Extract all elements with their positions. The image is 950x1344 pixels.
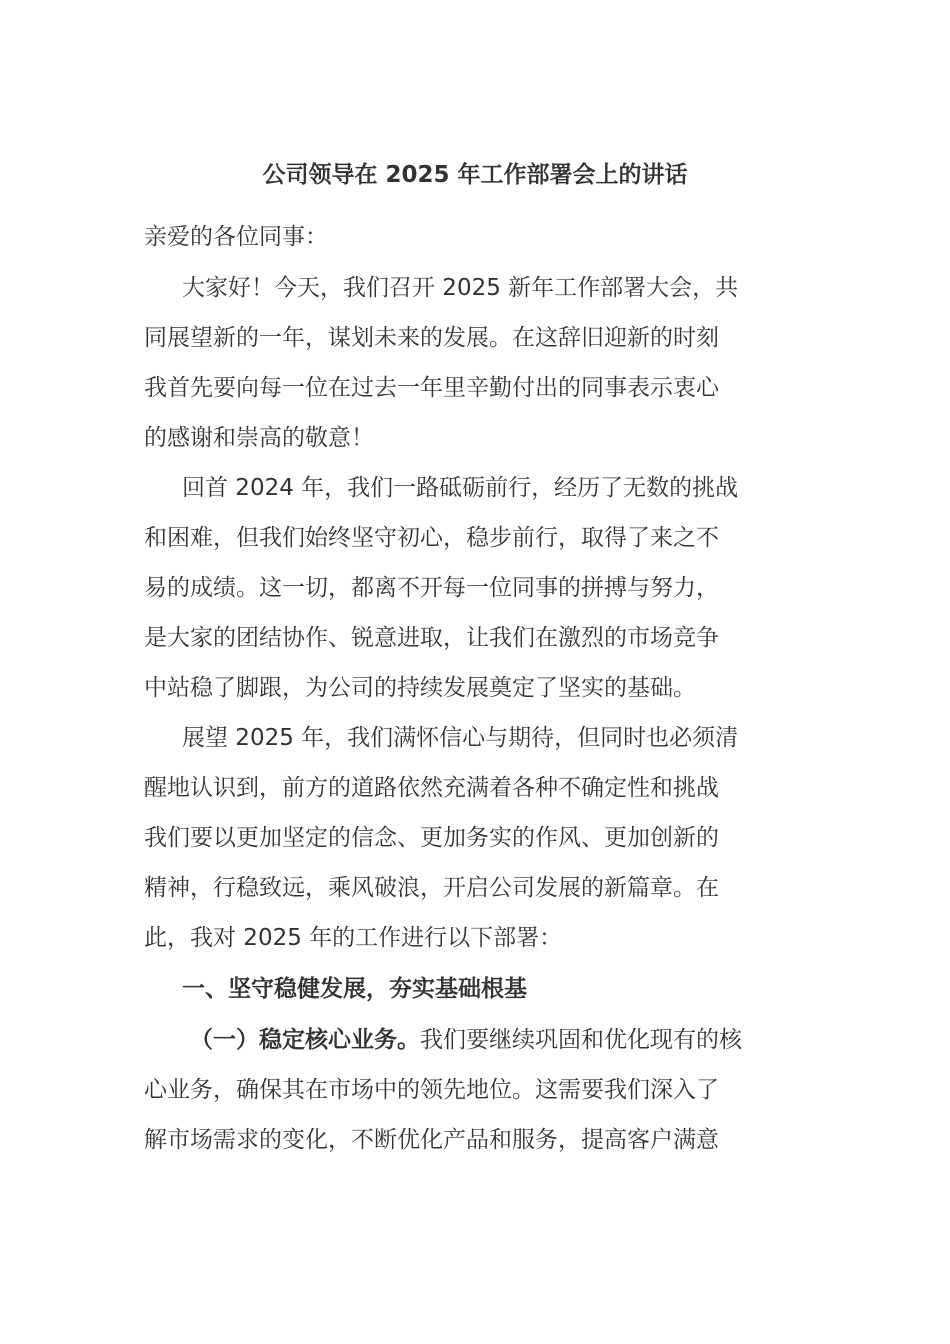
paragraph-line: 心业务，确保其在市场中的领先地位。这需要我们深入了 (144, 1077, 719, 1103)
paragraph-line: 醒地认识到，前方的道路依然充满着各种不确定性和挑战 (144, 775, 719, 801)
paragraph-line: 此，我对 2025 年的工作进行以下部署： (144, 925, 563, 951)
subsection-line (190, 1015, 806, 1065)
paragraph-line: 我首先要向每一位在过去一年里辛勤付出的同事表示衷心 (144, 375, 719, 401)
paragraph-line: 展望 2025 年，我们满怀信心与期待，但同时也必须清 (182, 725, 739, 751)
paragraph-line: 我们要以更加坚定的信念、更加务实的作风、更加创新的 (144, 825, 719, 851)
paragraph-line: 精神，行稳致远，乘风破浪，开启公司发展的新篇章。在 (144, 875, 719, 901)
subsection-text: 我们要继续巩固和优化现有的核 (420, 1027, 742, 1053)
paragraph-line: 和困难，但我们始终坚守初心，稳步前行，取得了来之不 (144, 525, 719, 551)
paragraph-line: 大家好！今天，我们召开 2025 新年工作部署大会，共 (182, 275, 739, 301)
paragraph-line: 同展望新的一年，谋划未来的发展。在这辞旧迎新的时刻 (144, 325, 719, 351)
section-heading: 一、坚守稳健发展，夯实基础根基 (182, 976, 527, 1002)
paragraph-line: 解市场需求的变化，不断优化产品和服务，提高客户满意 (144, 1127, 719, 1153)
document-title: 公司领导在 2025 年工作部署会上的讲话 (262, 162, 688, 188)
paragraph-line: 中站稳了脚跟，为公司的持续发展奠定了坚实的基础。 (144, 675, 696, 701)
paragraph-line: 的感谢和崇高的敬意！ (144, 425, 374, 451)
paragraph-line: 是大家的团结协作、锐意进取，让我们在激烈的市场竞争 (144, 625, 719, 651)
paragraph-line: 回首 2024 年，我们一路砥砺前行，经历了无数的挑战 (182, 475, 739, 501)
paragraph-line: 易的成绩。这一切，都离不开每一位同事的拼搏与努力， (144, 575, 719, 601)
salutation: 亲爱的各位同事： (144, 224, 328, 250)
subsection-heading: （一）稳定核心业务。 (190, 1027, 420, 1053)
